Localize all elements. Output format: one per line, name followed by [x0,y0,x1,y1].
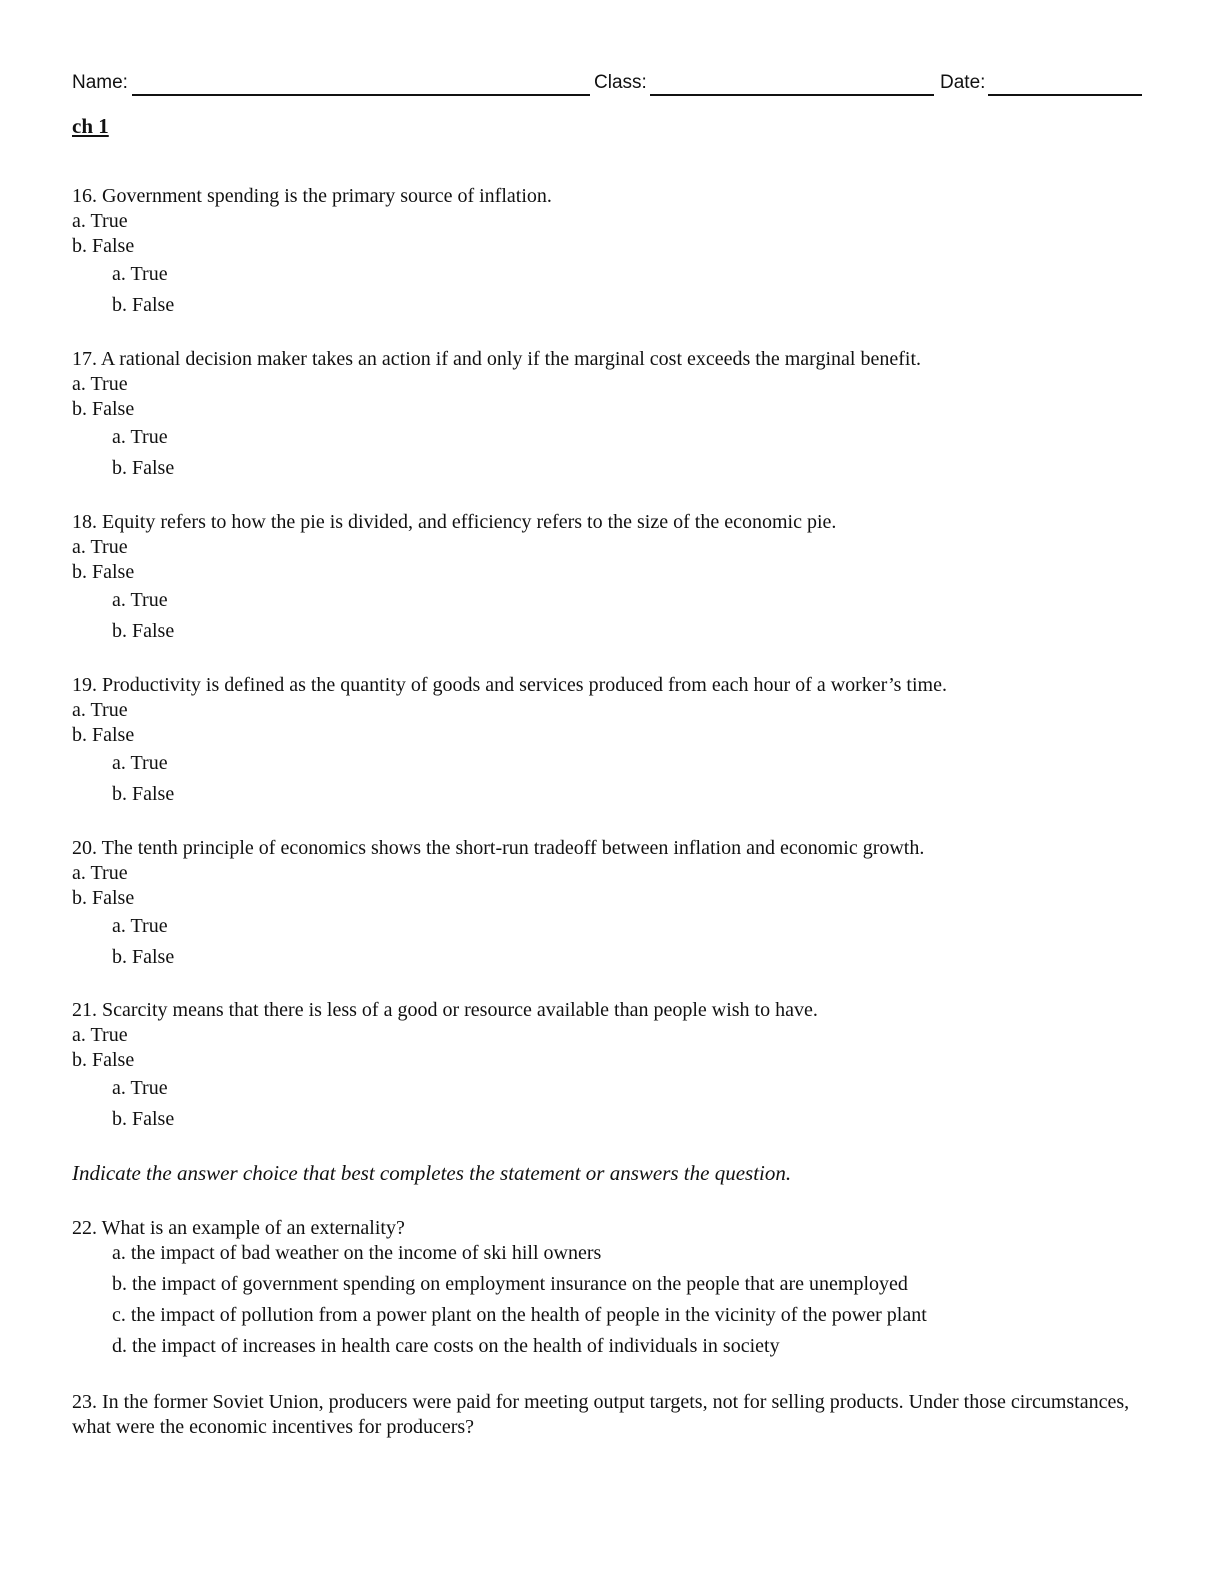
question-text: 16. Government spending is the primary source of inflation. [72,185,552,207]
question-text: 19. Productivity is defined as the quantity of goods and services produced from each hour of a worker’s time. [72,674,947,696]
name-field-line[interactable] [132,94,590,96]
question-21 [72,998,1152,1135]
option-true: a. True [72,699,128,721]
date-label: Date: [940,72,986,93]
class-label: Class: [594,72,647,93]
choice-false[interactable]: b. False [112,946,175,968]
choice-false[interactable]: b. False [112,620,175,642]
option-true: a. True [72,1024,128,1046]
chapter-heading: ch 1 [72,114,109,138]
question-text: 20. The tenth principle of economics shows the short-run tradeoff between inflation and economic growth. [72,837,925,859]
date-field-line[interactable] [988,94,1142,96]
question-text: 22. What is an example of an externality? [72,1217,405,1239]
section-instructions: Indicate the answer choice that best completes the statement or answers the question. [72,1161,792,1185]
choice-true[interactable]: a. True [112,426,168,448]
choice-c[interactable]: c. the impact of pollution from a power plant on the health of people in the vicinity of the power plant [112,1304,927,1326]
question-17 [72,347,1152,484]
option-false: b. False [72,398,135,420]
choice-true[interactable]: a. True [112,915,168,937]
choice-d[interactable]: d. the impact of increases in health care costs on the health of individuals in society [112,1335,780,1357]
choice-false[interactable]: b. False [112,1108,175,1130]
choice-false[interactable]: b. False [112,457,175,479]
question-20 [72,836,1152,973]
option-true: a. True [72,862,128,884]
question-text: 23. In the former Soviet Union, producers were paid for meeting output targets, not for selling products. Under those circumstances, what were the economic incentives for producers? [72,1391,1130,1438]
option-false: b. False [72,235,135,257]
option-false: b. False [72,561,135,583]
choice-true[interactable]: a. True [112,263,168,285]
question-22 [72,1216,1152,1362]
question-text: 21. Scarcity means that there is less of a good or resource available than people wish to have. [72,999,818,1021]
question-text: 18. Equity refers to how the pie is divided, and efficiency refers to the size of the economic pie. [72,511,837,533]
class-field-line[interactable] [650,94,934,96]
question-18 [72,510,1152,647]
question-23 [72,1390,1132,1440]
choice-false[interactable]: b. False [112,783,175,805]
question-text: 17. A rational decision maker takes an action if and only if the marginal cost exceeds the marginal benefit. [72,348,921,370]
choice-true[interactable]: a. True [112,589,168,611]
choice-true[interactable]: a. True [112,1077,168,1099]
option-false: b. False [72,724,135,746]
option-true: a. True [72,373,128,395]
name-label: Name: [72,72,128,93]
option-true: a. True [72,536,128,558]
choice-a[interactable]: a. the impact of bad weather on the income of ski hill owners [112,1242,602,1264]
choice-true[interactable]: a. True [112,752,168,774]
option-false: b. False [72,1049,135,1071]
question-16 [72,184,1152,321]
question-19 [72,673,1152,810]
choice-b[interactable]: b. the impact of government spending on employment insurance on the people that are unemployed [112,1273,908,1295]
option-false: b. False [72,887,135,909]
option-true: a. True [72,210,128,232]
choice-false[interactable]: b. False [112,294,175,316]
